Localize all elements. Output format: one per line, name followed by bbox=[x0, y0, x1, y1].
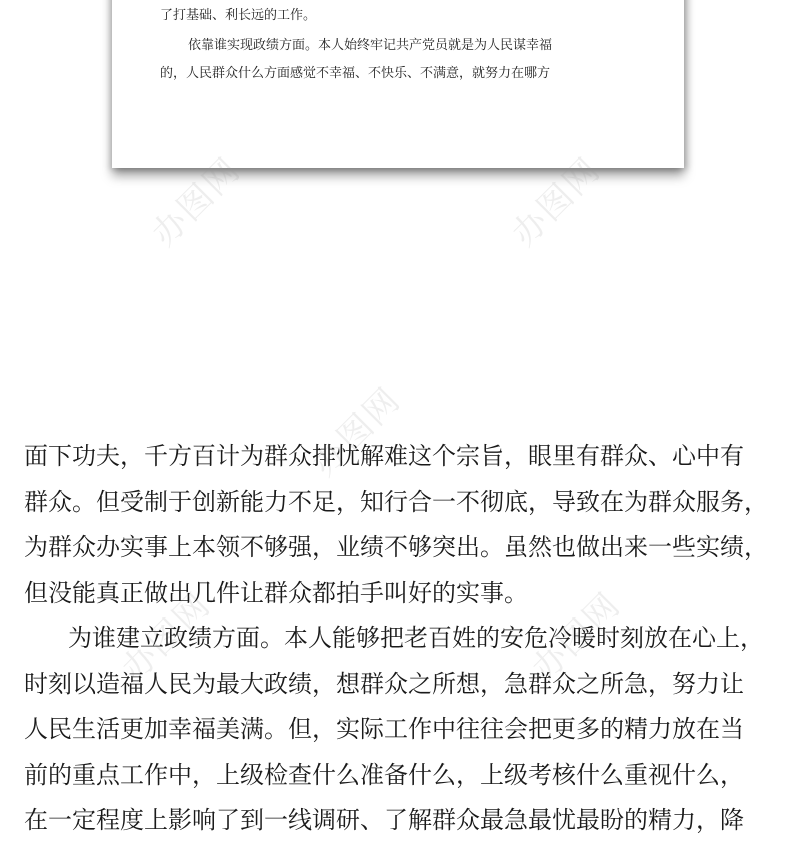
watermark: 办图网 bbox=[504, 149, 609, 255]
paragraph-line: 为谁建立政绩方面。本人能够把老百姓的安危冷暖时刻放在心上， bbox=[68, 624, 764, 652]
watermark: 办图网 bbox=[114, 584, 219, 690]
watermark: 办图网 bbox=[304, 379, 409, 485]
paragraph-line: 为群众办实事上本领不够强，业绩不够突出。虽然也做出来一些实绩， bbox=[24, 533, 768, 561]
document-body bbox=[24, 434, 768, 844]
preview-line: 的，人民群众什么方面感觉不幸福、不快乐、不满意，就努力在哪方 bbox=[160, 66, 551, 81]
watermark: 办图网 bbox=[524, 584, 629, 690]
paragraph-line: 在一定程度上影响了到一线调研、了解群众最急最忧最盼的精力，降 bbox=[24, 806, 744, 834]
paragraph-line: 群众。但受制于创新能力不足，知行合一不彻底，导致在为群众服务， bbox=[24, 487, 768, 516]
paragraph-line: 但没能真正做出几件让群众都拍手叫好的实事。 bbox=[24, 578, 528, 607]
preview-line: 依靠谁实现政绩方面。本人始终牢记共产党员就是为人民谋幸福 bbox=[188, 38, 553, 53]
paragraph-line: 时刻以造福人民为最大政绩，想群众之所想，急群众之所急，努力让 bbox=[24, 669, 744, 698]
watermark: 办图网 bbox=[144, 149, 249, 255]
paragraph-line: 前的重点工作中，上级检查什么准备什么，上级考核什么重视什么， bbox=[24, 760, 744, 789]
preview-line: 了打基础、利长远的工作。 bbox=[160, 8, 317, 23]
paragraph-line: 人民生活更加幸福美满。但，实际工作中往往会把更多的精力放在当 bbox=[24, 715, 744, 743]
document-preview-card bbox=[112, 0, 684, 168]
paragraph-line: 面下功夫，千方百计为群众排忧解难这个宗旨，眼里有群众、心中有 bbox=[24, 442, 744, 470]
